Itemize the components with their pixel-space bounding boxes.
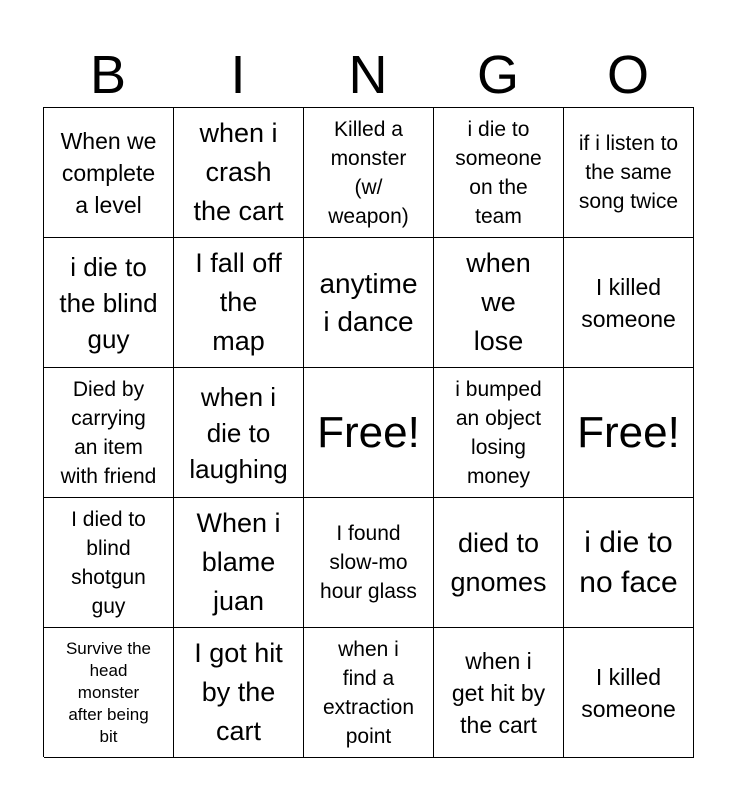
bingo-cell-text: when i crash the cart [193,118,284,226]
bingo-cell-r2-c1[interactable] [174,368,304,498]
header-letter-i: I [230,45,246,105]
header-letter-g: G [476,45,519,105]
bingo-cell-text: Survive the head monster after being bit [65,638,152,746]
bingo-cell-text: i die to the blind guy [59,251,158,354]
bingo-cell-text: died to gnomes [450,527,547,597]
bingo-cell-r2-c4[interactable] [564,368,694,498]
bingo-cell-r3-c3[interactable] [434,498,564,628]
bingo-board [43,107,694,757]
bingo-cell-text: when i find a extraction point [322,637,415,748]
bingo-cell-r2-c2[interactable] [304,368,434,498]
bingo-cell-r0-c3[interactable] [434,108,564,238]
header-letter-b: B [89,45,127,105]
bingo-cell-r4-c0[interactable] [44,628,174,758]
bingo-cell-r4-c1[interactable] [174,628,304,758]
bingo-cell-text: if i listen to the same song twice [578,132,679,213]
bingo-cell-text: when i die to laughing [189,381,288,484]
bingo-cell-r0-c0[interactable] [44,108,174,238]
bingo-cell-r3-c4[interactable] [564,498,694,628]
bingo-cell-r0-c1[interactable] [174,108,304,238]
bingo-cell-r4-c2[interactable] [304,628,434,758]
bingo-cell-text: I died to blind shotgun guy [71,507,146,618]
header-letter-o: O [606,45,649,105]
bingo-cell-text: I killed someone [581,273,676,332]
bingo-cell-r3-c0[interactable] [44,498,174,628]
bingo-cell-r2-c3[interactable] [434,368,564,498]
bingo-cell-r1-c3[interactable] [434,238,564,368]
bingo-cell-text: I fall off the map [195,248,282,356]
bingo-cell-r4-c3[interactable] [434,628,564,758]
bingo-cell-text: Died by carrying an item with friend [60,377,157,488]
free-space-text: Free! [317,407,420,457]
free-space-text: Free! [577,407,680,457]
bingo-cell-r3-c1[interactable] [174,498,304,628]
bingo-cell-text: when we lose [466,248,531,356]
bingo-cell-text: anytime i dance [319,267,418,337]
bingo-header [43,44,693,106]
bingo-cell-text: I found slow-mo hour glass [320,522,417,603]
bingo-cell-r4-c4[interactable] [564,628,694,758]
bingo-cell-text: When i blame juan [196,508,281,616]
bingo-cell-r0-c4[interactable] [564,108,694,238]
bingo-cell-r0-c2[interactable] [304,108,434,238]
bingo-cell-text: when i get hit by the cart [451,647,546,738]
bingo-cell-text: When we complete a level [60,127,157,218]
header-letter-n: N [348,45,388,105]
bingo-cell-r1-c1[interactable] [174,238,304,368]
bingo-cell-text: I killed someone [581,663,676,722]
bingo-cell-text: I got hit by the cart [194,638,283,746]
bingo-cell-r1-c0[interactable] [44,238,174,368]
bingo-cell-r3-c2[interactable] [304,498,434,628]
bingo-cell-text: i die to no face [579,525,678,599]
bingo-cell-r2-c0[interactable] [44,368,174,498]
bingo-cell-text: Killed a monster (w/ weapon) [328,117,409,228]
bingo-cell-r1-c4[interactable] [564,238,694,368]
bingo-cell-text: i bumped an object losing money [455,377,542,488]
bingo-cell-r1-c2[interactable] [304,238,434,368]
bingo-cell-text: i die to someone on the team [455,117,542,228]
